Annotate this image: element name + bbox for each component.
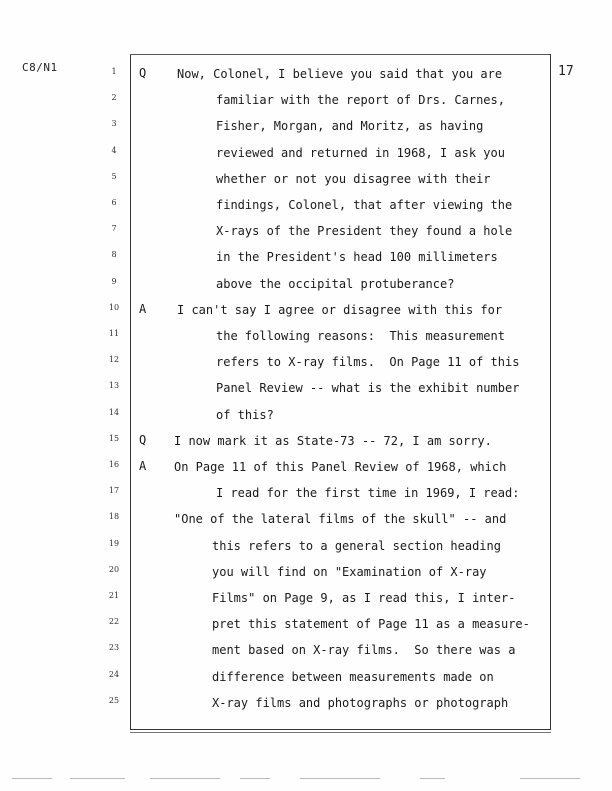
- line-text: of this?: [216, 407, 274, 422]
- line-text: findings, Colonel, that after viewing the: [216, 198, 513, 212]
- transcript-line: [0, 92, 612, 116]
- line-text: X-ray films and photographs or photograph: [212, 695, 509, 710]
- line-text: above the occipital protuberance?: [216, 276, 455, 291]
- line-text: X-rays of the President they found a hole: [216, 224, 513, 239]
- transcript-line: [0, 407, 612, 431]
- line-number: 6: [111, 198, 117, 207]
- line-number: 21: [108, 591, 120, 600]
- line-number: 18: [108, 512, 120, 522]
- scan-speckle: [0, 778, 612, 784]
- line-text: in the President's head 100 millimeters: [216, 250, 498, 265]
- line-text: refers to X-ray films. On Page 11 of this: [216, 355, 520, 370]
- line-number: 9: [111, 276, 117, 286]
- line-text: "One of the lateral films of the skull" -- and: [174, 512, 507, 527]
- line-text: you will find on "Examination of X-ray: [212, 564, 487, 579]
- line-number: 10: [108, 302, 120, 312]
- transcript-line: [0, 380, 612, 404]
- transcript-line: [0, 433, 612, 457]
- line-number: 15: [108, 433, 120, 443]
- line-number: 2: [111, 93, 117, 103]
- transcript-line: [0, 564, 612, 588]
- line-number: 19: [108, 538, 120, 548]
- page-number: 17: [558, 64, 574, 79]
- speaker-label: A: [139, 459, 147, 473]
- line-text: difference between measurements made on: [212, 669, 494, 684]
- transcript-line: [0, 695, 612, 719]
- line-text: whether or not you disagree with their: [216, 171, 491, 186]
- frame-top-rule: [130, 54, 550, 55]
- line-text: I read for the first time in 1969, I read:: [216, 486, 520, 501]
- transcript-line: [0, 276, 612, 300]
- line-number: 23: [108, 643, 120, 653]
- transcript-line: [0, 590, 612, 614]
- transcript-line: [0, 145, 612, 169]
- line-text: reviewed and returned in 1968, I ask you: [216, 145, 505, 160]
- transcript-line: [0, 538, 612, 562]
- line-text: I now mark it as State-73 -- 72, I am sorry.: [174, 433, 492, 448]
- transcript-line: [0, 459, 612, 483]
- line-text: pret this statement of Page 11 as a measure-: [212, 617, 530, 632]
- transcript-line: [0, 171, 612, 195]
- line-number: 25: [108, 695, 120, 705]
- line-text: Films" on Page 9, as I read this, I inter-: [212, 591, 516, 605]
- line-text: Panel Review -- what is the exhibit number: [216, 381, 520, 396]
- line-number: 7: [111, 224, 117, 234]
- line-number: 14: [108, 407, 120, 417]
- transcript-line: [0, 302, 612, 326]
- frame-bottom-rule: [130, 729, 551, 730]
- line-text: the following reasons: This measurement: [216, 329, 505, 343]
- transcript-line: [0, 66, 612, 90]
- transcript-line: [0, 669, 612, 693]
- line-number: 8: [111, 250, 117, 260]
- line-text: this refers to a general section heading: [212, 538, 501, 553]
- frame-bottom-rule-double: [130, 732, 551, 733]
- transcript-line: [0, 642, 612, 666]
- line-number: 5: [111, 171, 117, 181]
- line-text: Now, Colonel, I believe you said that you are: [177, 67, 503, 81]
- transcript-line: [0, 511, 612, 535]
- line-number: 16: [108, 460, 120, 469]
- speaker-label: A: [139, 301, 147, 316]
- line-text: I can't say I agree or disagree with this for: [177, 302, 503, 317]
- line-number: 4: [111, 145, 117, 155]
- transcript-line: [0, 223, 612, 247]
- transcript-line: [0, 249, 612, 273]
- line-number: 17: [108, 486, 120, 496]
- line-text: Fisher, Morgan, and Moritz, as having: [216, 119, 484, 134]
- transcript-line: [0, 616, 612, 640]
- transcript-line: [0, 485, 612, 509]
- speaker-label: Q: [139, 432, 147, 447]
- page-label: C8/N1: [22, 61, 58, 74]
- line-number: 1: [111, 67, 117, 76]
- line-text: ment based on X-ray films. So there was a: [212, 643, 516, 658]
- line-number: 20: [108, 564, 120, 574]
- line-number: 3: [111, 119, 117, 129]
- line-number: 13: [108, 381, 120, 391]
- transcript-line: [0, 118, 612, 142]
- transcript-line: [0, 354, 612, 378]
- line-number: 11: [108, 329, 120, 338]
- line-number: 12: [108, 355, 120, 365]
- speaker-label: Q: [139, 66, 147, 80]
- transcript-line: [0, 197, 612, 221]
- line-number: 22: [108, 617, 120, 627]
- transcript-line: [0, 328, 612, 352]
- line-number: 24: [108, 669, 120, 679]
- line-text: On Page 11 of this Panel Review of 1968, which: [174, 460, 507, 474]
- line-text: familiar with the report of Drs. Carnes,: [216, 93, 505, 108]
